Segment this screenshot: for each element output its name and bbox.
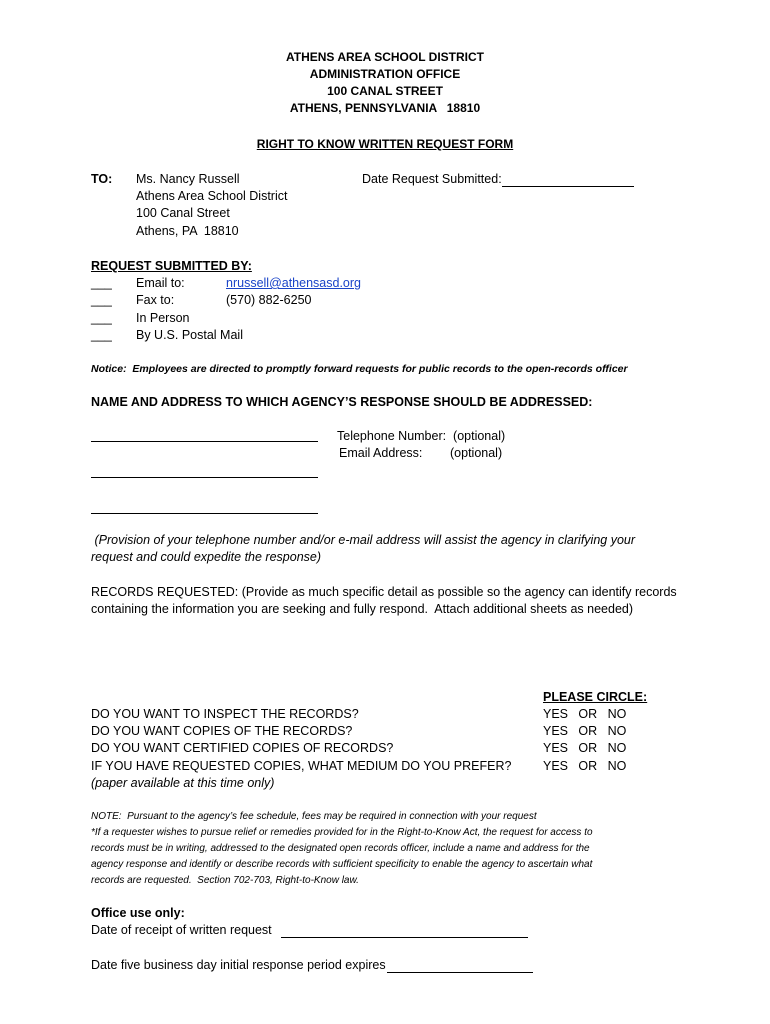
fax-value: (570) 882-6250 [226,293,312,307]
office-street: 100 CANAL STREET [327,84,443,98]
note-line-5: records are requested. Section 702-703, Right-to-Know law. [91,875,359,886]
question-certified: DO YOU WANT CERTIFIED COPIES OF RECORDS? [91,741,394,755]
expires-date-field[interactable] [387,972,533,973]
postal-label: By U.S. Postal Mail [136,328,243,342]
note-line-1: NOTE: Pursuant to the agency’s fee schedule, fees may be required in connection with your request [91,811,537,822]
email-optional-label: (optional) [450,446,503,460]
to-street: 100 Canal Street [136,206,230,220]
postal-checkbox[interactable]: ___ [91,328,112,342]
note-line-2: *If a requester wishes to pursue relief or remedies provided for in the Right-to-Know Act, the request for access to [91,827,593,838]
question-copies: DO YOU WANT COPIES OF THE RECORDS? [91,724,353,738]
office-use-heading: Office use only: [91,906,185,920]
request-by-heading: REQUEST SUBMITTED BY: [91,259,252,273]
question-inspect: DO YOU WANT TO INSPECT THE RECORDS? [91,707,359,721]
to-name: Ms. Nancy Russell [136,172,240,186]
records-line-2: containing the information you are seeking and fully respond. Attach additional sheets as needed) [91,602,634,616]
address-line-2[interactable] [91,477,318,478]
in-person-checkbox[interactable]: ___ [91,311,112,325]
receipt-date-field[interactable] [281,937,528,938]
expires-date-label: Date five business day initial response period expires [91,958,386,972]
provision-line-1: (Provision of your telephone number and/or e-mail address will assist the agency in clarifying your [91,533,636,547]
please-circle-heading: PLEASE CIRCLE: [543,690,648,704]
choice-medium[interactable]: YES OR NO [543,759,627,773]
question-medium: IF YOU HAVE REQUESTED COPIES, WHAT MEDIUM DO YOU PREFER? [91,759,512,773]
email-address-label: Email Address: [339,446,423,460]
email-label: Email to: [136,276,185,290]
provision-line-2: request and could expedite the response) [91,550,322,564]
address-line-1[interactable] [91,441,318,442]
choice-copies[interactable]: YES OR NO [543,724,627,738]
fax-checkbox[interactable]: ___ [91,293,112,307]
receipt-date-label: Date of receipt of written request [91,923,272,937]
choice-certified[interactable]: YES OR NO [543,741,627,755]
note-line-3: records must be in writing, addressed to the designated open records officer, include a name and address for the [91,843,590,854]
records-line-1: RECORDS REQUESTED: (Provide as much specific detail as possible so the agency can identify records [91,585,677,599]
email-checkbox[interactable]: ___ [91,276,112,290]
paper-note: (paper available at this time only) [91,776,275,790]
district-name: ATHENS AREA SCHOOL DISTRICT [285,50,484,64]
to-label: TO: [91,172,113,186]
date-submitted-label: Date Request Submitted: [362,172,502,186]
to-org: Athens Area School District [136,189,288,203]
form-title: RIGHT TO KNOW WRITTEN REQUEST FORM [256,137,514,151]
to-city: Athens, PA 18810 [136,224,239,238]
office-name: ADMINISTRATION OFFICE [309,67,461,81]
address-line-3[interactable] [91,513,318,514]
telephone-label: Telephone Number: (optional) [337,429,506,443]
fax-label: Fax to: [136,293,175,307]
address-heading: NAME AND ADDRESS TO WHICH AGENCY’S RESPONSE SHOULD BE ADDRESSED: [91,395,593,409]
date-submitted-field[interactable] [502,186,634,187]
in-person-label: In Person [136,311,190,325]
choice-inspect[interactable]: YES OR NO [543,707,627,721]
office-city: ATHENS, PENNSYLVANIA 18810 [289,101,481,115]
notice-text: Notice: Employees are directed to promptly forward requests for public records to the open-records officer [91,363,628,375]
note-line-4: agency response and identify or describe records with sufficient specificity to enable the agency to ascertain what [91,859,593,870]
email-link[interactable]: nrussell@athensasd.org [226,276,361,290]
